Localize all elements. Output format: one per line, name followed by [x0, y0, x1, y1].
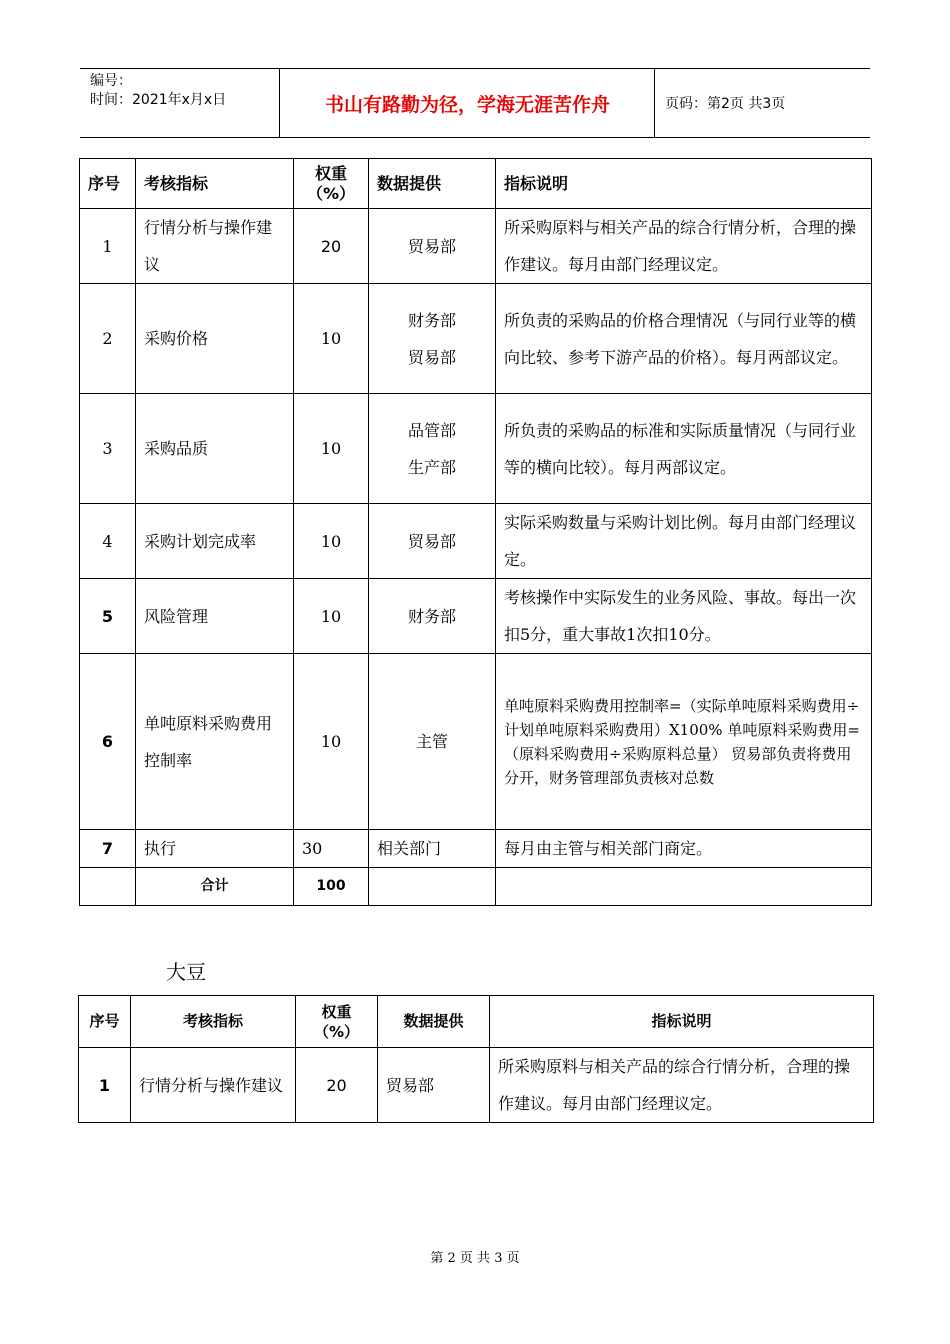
header-page-info: 页码：第2页 共3页: [665, 96, 786, 112]
row-no: 1: [79, 1048, 131, 1123]
col-header-desc: 指标说明: [490, 996, 874, 1048]
table-row: [79, 1048, 874, 1123]
table-row: [80, 394, 872, 504]
col-header-desc: 指标说明: [496, 159, 872, 209]
col-header-provider: 数据提供: [369, 159, 496, 209]
row-no: 3: [80, 394, 136, 504]
header-meta: [80, 69, 280, 137]
table-row: [80, 579, 872, 654]
col-header-metric: 考核指标: [131, 996, 296, 1048]
row-weight: 30: [294, 830, 369, 868]
row-no: 4: [80, 504, 136, 579]
col-header-weight: 权重 （%）: [294, 159, 369, 209]
row-weight: 20: [294, 209, 369, 284]
page-header: [80, 68, 870, 138]
soybean-table: [78, 995, 874, 1123]
row-metric: 行情分析与操作建议: [131, 1048, 296, 1123]
row-metric: 风险管理: [136, 579, 294, 654]
table-total-row: [80, 868, 872, 906]
row-no: 5: [80, 579, 136, 654]
row-desc: 所采购原料与相关产品的综合行情分析，合理的操作建议。每月由部门经理议定。: [496, 209, 872, 284]
row-provider: 品管部 生产部: [369, 394, 496, 504]
row-desc: 单吨原料采购费用控制率=（实际单吨原料采购费用÷计划单吨原料采购费用）X100% 单吨原料采购费用=（原料采购费用÷采购原料总量） 贸易部负责将费用分开，财务管理部负责核对总数: [496, 654, 872, 830]
row-desc: 考核操作中实际发生的业务风险、事故。每出一次扣5分，重大事故1次扣10分。: [496, 579, 872, 654]
table-header-row: [80, 159, 872, 209]
row-weight: 10: [294, 579, 369, 654]
table-row: [80, 830, 872, 868]
col-header-metric: 考核指标: [136, 159, 294, 209]
header-motto: 书山有路勤为径，学海无涯苦作舟: [281, 69, 655, 137]
row-no: 1: [80, 209, 136, 284]
row-weight: 20: [296, 1048, 378, 1123]
table-row: [80, 284, 872, 394]
row-provider: 财务部 贸易部: [369, 284, 496, 394]
row-no: 2: [80, 284, 136, 394]
row-desc: 所负责的采购品的价格合理情况（与同行业等的横向比较、参考下游产品的价格）。每月两部议定。: [496, 284, 872, 394]
doc-number-label: 编号：: [90, 73, 132, 89]
row-desc: 所负责的采购品的标准和实际质量情况（与同行业等的横向比较）。每月两部议定。: [496, 394, 872, 504]
total-label: 合计: [136, 868, 294, 906]
table-row: [80, 209, 872, 284]
assessment-table: [79, 158, 872, 906]
row-metric: 采购价格: [136, 284, 294, 394]
col-header-no: 序号: [79, 996, 131, 1048]
row-no: 7: [80, 830, 136, 868]
row-weight: 10: [294, 394, 369, 504]
row-weight: 10: [294, 284, 369, 394]
section-title: 大豆: [166, 960, 206, 984]
table-header-row: [79, 996, 874, 1048]
row-metric: 执行: [136, 830, 294, 868]
row-metric: 单吨原料采购费用控制率: [136, 654, 294, 830]
row-provider: 贸易部: [378, 1048, 490, 1123]
row-no: 6: [80, 654, 136, 830]
total-value: 100: [294, 868, 369, 906]
row-provider: 主管: [369, 654, 496, 830]
row-metric: 行情分析与操作建议: [136, 209, 294, 284]
row-desc: 所采购原料与相关产品的综合行情分析，合理的操作建议。每月由部门经理议定。: [490, 1048, 874, 1123]
col-header-provider: 数据提供: [378, 996, 490, 1048]
page-footer: 第 2 页 共 3 页: [430, 1251, 520, 1266]
row-metric: 采购品质: [136, 394, 294, 504]
row-provider: 相关部门: [369, 830, 496, 868]
col-header-weight: 权重 （%）: [296, 996, 378, 1048]
doc-date-label: 时间：2021年x月x日: [90, 92, 227, 108]
table-row: [80, 654, 872, 830]
col-header-no: 序号: [80, 159, 136, 209]
row-desc: 每月由主管与相关部门商定。: [496, 830, 872, 868]
table-row: [80, 504, 872, 579]
row-provider: 贸易部: [369, 504, 496, 579]
row-metric: 采购计划完成率: [136, 504, 294, 579]
row-provider: 财务部: [369, 579, 496, 654]
row-weight: 10: [294, 654, 369, 830]
row-weight: 10: [294, 504, 369, 579]
row-desc: 实际采购数量与采购计划比例。每月由部门经理议定。: [496, 504, 872, 579]
row-provider: 贸易部: [369, 209, 496, 284]
